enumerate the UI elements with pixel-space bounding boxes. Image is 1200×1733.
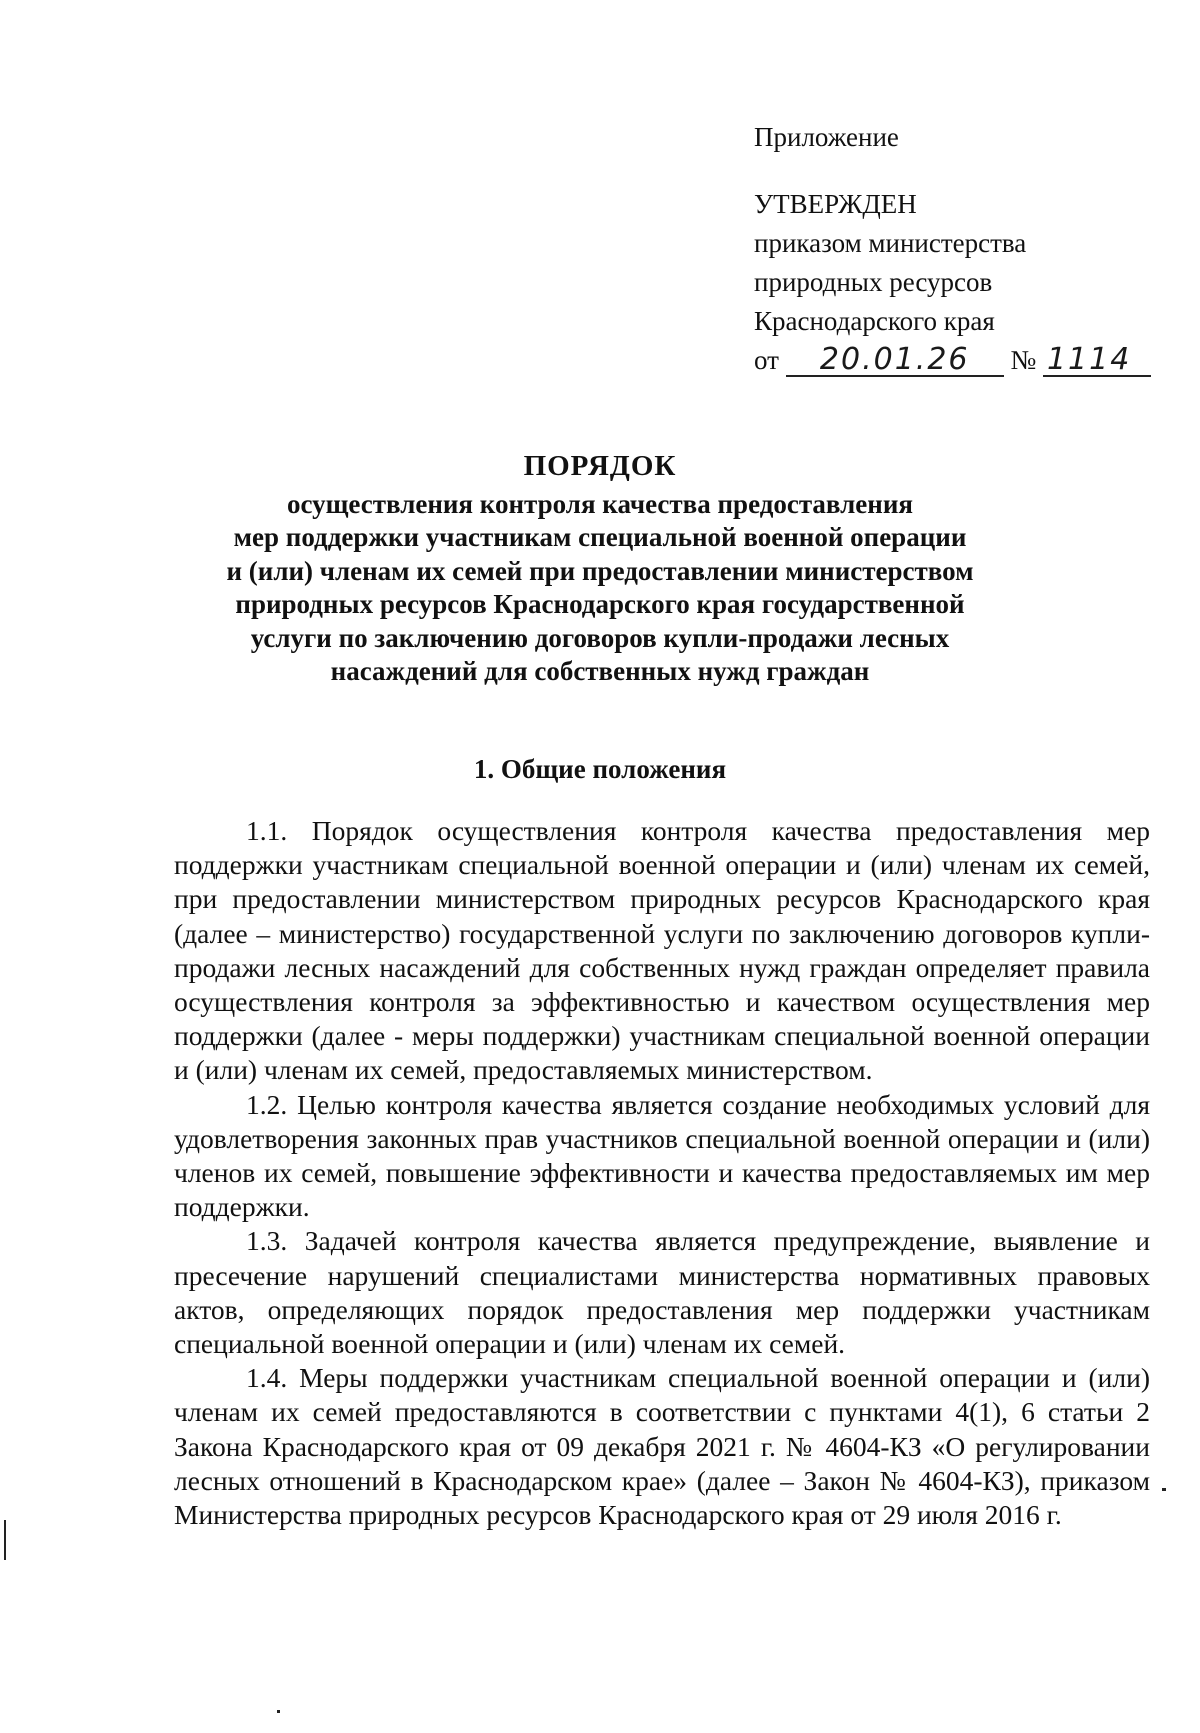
title-line: мер поддержки участникам специальной военной операции (233, 522, 967, 552)
scan-artifact (277, 1710, 280, 1713)
paragraph-1-2: 1.2. Целью контроля качества является создание необходимых условий для удовлетворения законных прав участников специальной военной операции и (или) членов их семей, повышение эффективности и качества предоставляемых им мер поддержки. (174, 1088, 1150, 1223)
scan-artifact (4, 1520, 6, 1560)
appendix-label: Приложение (754, 122, 899, 152)
title-line: природных ресурсов Краснодарского края государственной (235, 589, 965, 619)
paragraph-1-4: 1.4. Меры поддержки участникам специальной военной операции и (или) членам их семей предоставляются в соответствии с пунктами 4(1), 6 статьи 2 Закона Краснодарского края от 09 декабря 2021 г. № 4604-КЗ «О регулировании лесных отношений в Краснодарском крае» (далее – Закон № 4604-КЗ), приказом Министерства природных ресурсов Краснодарского края от 29 июля 2016 г. (174, 1362, 1150, 1531)
scan-artifact (1162, 1488, 1166, 1491)
document-title (200, 450, 1000, 689)
handwritten-number: 1114 (1043, 345, 1151, 377)
approval-stamp (754, 118, 1154, 380)
approved-by-line-1: приказом министерства (754, 228, 1027, 258)
approved-by-line-3: Краснодарского края (754, 306, 995, 336)
title-line: услуги по заключению договоров купли-продажи лесных (250, 622, 950, 653)
handwritten-date: 20.01.26 (786, 345, 1004, 377)
paragraph-1-1: 1.1. Порядок осуществления контроля качества предоставления мер поддержки участникам специальной военной операции и (или) членам их семей, при предоставлении министерством природных ресурсов Краснодарского края (далее – министерство) государственной услуги по заключению договоров купли-продажи лесных насаждений для собственных нужд граждан определяет правила осуществления контроля за эффективностью и качеством осуществления мер поддержки (далее - меры поддержки) участникам специальной военной операции и (или) членам их семей, предоставляемых министерством. (174, 815, 1150, 1086)
approved-by-line-2: природных ресурсов (754, 267, 993, 297)
paragraph-1-3: 1.3. Задачей контроля качества является предупреждение, выявление и пресечение нарушений специалистами министерства нормативных правовых актов, определяющих порядок предоставления мер поддержки участникам специальной военной операции и (или) членам их семей. (174, 1225, 1150, 1360)
section-heading: 1. Общие положения (473, 754, 727, 784)
document-body (174, 814, 1150, 1532)
from-prefix: от (754, 345, 779, 375)
order-date-number-line (754, 341, 1154, 380)
approved-label: УТВЕРЖДЕН (754, 189, 917, 219)
title-line: насаждений для собственных нужд граждан (330, 656, 870, 686)
number-sign: № (1010, 345, 1037, 375)
title-main: ПОРЯДОК (523, 450, 677, 482)
title-line: осуществления контроля качества предоставления (286, 488, 914, 519)
title-line: и (или) членам их семей при предоставлении министерством (226, 555, 974, 586)
